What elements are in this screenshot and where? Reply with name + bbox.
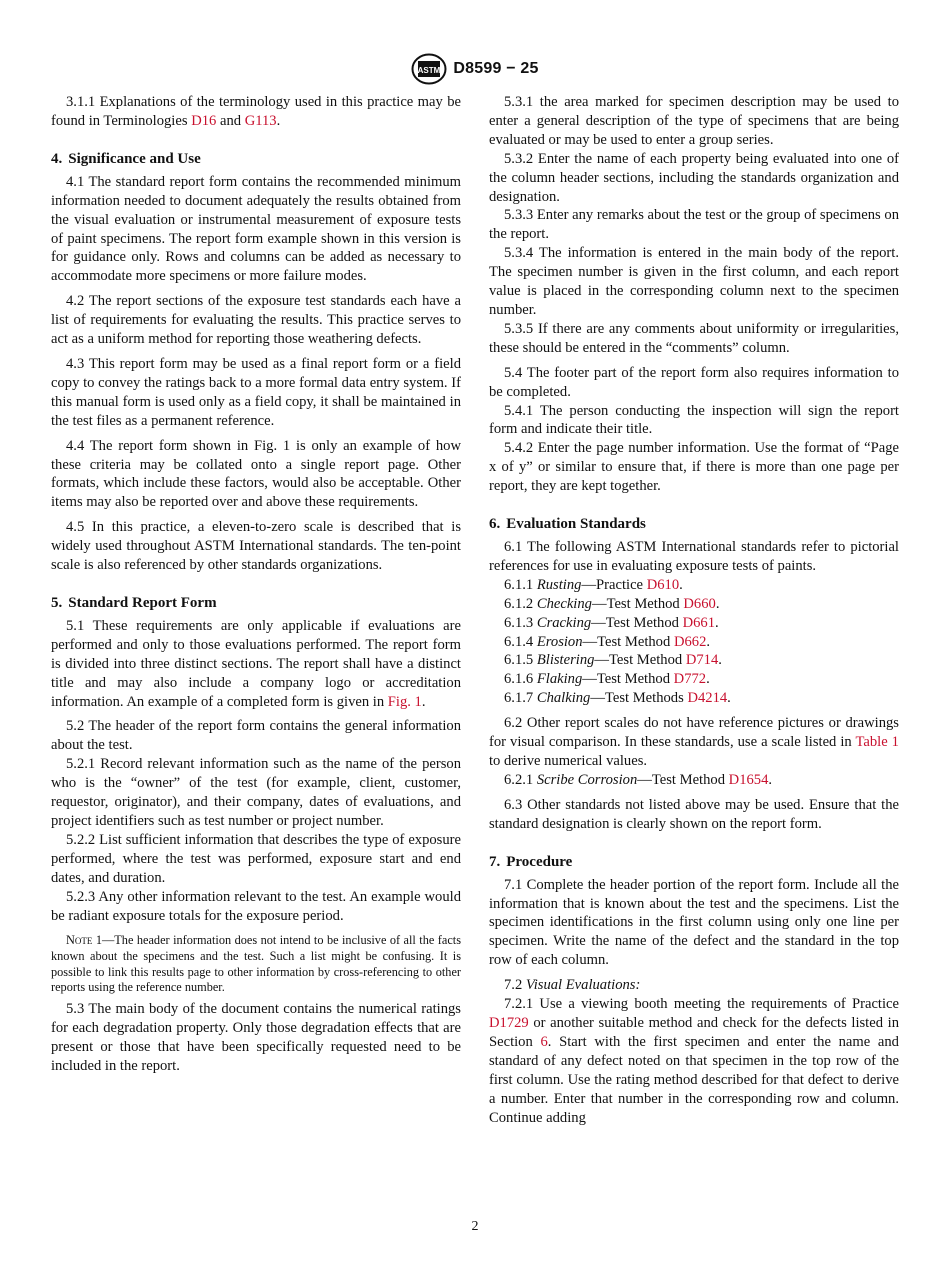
para-4-3: 4.3 This report form may be used as a final report form or a field copy to convey the ratings back to a more formal data entry system. If this manual form is used only as a field copy, it shall be maintained in the test files as a permanent reference. xyxy=(51,355,461,429)
para-6-1: 6.1 The following ASTM International standards refer to pictorial references for use in evaluating exposure tests of paints. xyxy=(489,539,899,574)
section-7-heading: 7. Procedure xyxy=(489,853,573,870)
para-7-2: 7.2 Visual Evaluations: xyxy=(504,977,641,994)
ref-fig-1-link[interactable]: Fig. 1 xyxy=(387,693,422,710)
note-1: Note 1—The header information does not intend to be inclusive of all the facts known about the specimens and the test. Such a list might be confusing. It is possible to link this results page to other information by cross-referencing to other reports using the reference number. xyxy=(51,933,461,995)
svg-text:ASTM: ASTM xyxy=(418,66,441,75)
para-6-2-1: 6.2.1 Scribe Corrosion—Test Method D1654. xyxy=(504,771,773,788)
list-item: 6.1.1 Rusting—Practice D610. xyxy=(504,576,683,593)
ref-g113-link[interactable]: G113 xyxy=(244,112,277,129)
para-4-4: 4.4 The report form shown in Fig. 1 is only an example of how these criteria may be collated onto a single report page. Other formats, which include these factors, would also be acceptable. Other items may also be reported over and above these requirements. xyxy=(51,437,461,511)
ref-section-6-link[interactable]: 6 xyxy=(540,1033,548,1050)
ref-d4214-link[interactable]: D4214 xyxy=(687,690,728,707)
para-5-2-2: 5.2.2 List sufficient information that describes the type of exposure performed, where the test was performed, exposure start and end dates, and duration. xyxy=(51,831,461,886)
para-3-1-1: 3.1.1 Explanations of the terminology used in this practice may be found in Terminologies D16 and G113. xyxy=(51,94,461,129)
ref-d662-link[interactable]: D662 xyxy=(673,633,707,650)
ref-table-1-link[interactable]: Table 1 xyxy=(855,734,899,751)
ref-d1654-link[interactable]: D1654 xyxy=(728,771,769,788)
right-column xyxy=(489,93,899,1127)
standards-list xyxy=(489,576,899,708)
para-5-2-3: 5.2.3 Any other information relevant to the test. An example would be radiant exposure totals for the exposure period. xyxy=(51,888,461,924)
para-7-2-1: 7.2.1 Use a viewing booth meeting the requirements of Practice D1729 or another suitable method and check for the defects listed in Section 6. Start with the first specimen and enter the name and standard of any defect noted on that specimen in the top row of the first column. Use the rating method described for that defect to derive a number. Enter that number in the corresponding row and column. Continue adding xyxy=(489,996,899,1126)
left-column xyxy=(51,93,461,1075)
ref-d714-link[interactable]: D714 xyxy=(685,652,719,669)
document-id: D8599 − 25 xyxy=(453,60,539,77)
para-5-3-5: 5.3.5 If there are any comments about uniformity or irregularities, these should be entered in the “comments” column. xyxy=(489,320,899,356)
list-item: 6.1.4 Erosion—Test Method D662. xyxy=(504,633,711,650)
section-6-heading: 6. Evaluation Standards xyxy=(489,516,646,533)
page-header xyxy=(0,52,950,86)
ref-d772-link[interactable]: D772 xyxy=(673,671,707,688)
para-5-3-2: 5.3.2 Enter the name of each property being evaluated into one of the column header sections, including the standards organization and designation. xyxy=(489,150,899,205)
para-5-3-1: 5.3.1 the area marked for specimen description may be used to enter a general description of the type of specimens that are being evaluated or may be used to enter a group series. xyxy=(489,94,899,148)
para-5-4: 5.4 The footer part of the report form also requires information to be completed. xyxy=(489,364,899,400)
para-7-1: 7.1 Complete the header portion of the report form. Include all the information that is known about the test and the specimens. List the specimen identifications in the first column using only one line per specimen. Write the name of the defect and the standard in the top row of each column. xyxy=(489,876,899,969)
para-5-3-4: 5.3.4 The information is entered in the main body of the report. The specimen number is given in the first column, and each report value is placed in the corresponding column next to the specimen number. xyxy=(489,245,899,318)
para-4-1: 4.1 The standard report form contains the recommended minimum information needed to document adequately the results obtained from the visual evaluation or instrumental measurement of exposure tests of paint specimens. The report form example shown in this version is for guidance only. Rows and columns can be added as necessary to accommodate more specimens or more failure modes. xyxy=(51,173,461,285)
para-6-2: 6.2 Other report scales do not have reference pictures or drawings for visual comparison. In these standards, use a scale listed in Table 1 to derive numerical values. xyxy=(489,715,899,769)
ref-d661-link[interactable]: D661 xyxy=(682,614,716,631)
para-5-2: 5.2 The header of the report form contains the general information about the test. xyxy=(51,718,461,754)
para-5-4-2: 5.4.2 Enter the page number information. Use the format of “Page x of y” or similar to ensure that, if there is more than one page per report, they are kept together. xyxy=(489,440,899,495)
para-5-4-1: 5.4.1 The person conducting the inspection will sign the report form and indicate their title. xyxy=(489,402,899,438)
para-6-3: 6.3 Other standards not listed above may be used. Ensure that the standard designation is clearly shown on the report form. xyxy=(489,796,899,832)
list-item: 6.1.6 Flaking—Test Method D772. xyxy=(504,671,710,688)
para-5-3: 5.3 The main body of the document contains the numerical ratings for each degradation property. Only those degradation effects that are present or those that have been specifically requested need to be included in the report. xyxy=(51,1000,461,1074)
list-item: 6.1.7 Chalking—Test Methods D4214. xyxy=(504,690,731,707)
list-item: 6.1.2 Checking—Test Method D660. xyxy=(504,595,720,612)
astm-logo-icon xyxy=(411,53,447,85)
ref-d16-link[interactable]: D16 xyxy=(191,112,217,129)
section-5-heading: 5. Standard Report Form xyxy=(51,594,217,611)
para-5-3-3: 5.3.3 Enter any remarks about the test or the group of specimens on the report. xyxy=(489,207,899,243)
para-5-2-1: 5.2.1 Record relevant information such as the name of the person who is the “owner” of the test (for example, client, customer, requestor, originator), and their company, dates of evaluations, and project identifiers such as test number or project number. xyxy=(51,756,461,829)
section-4-heading: 4. Significance and Use xyxy=(51,150,201,167)
para-5-1: 5.1 These requirements are only applicable if evaluations are performed and only to those evaluations performed. The report form is divided into three distinct sections. The report shall have a distinct title and may also include a company logo or accreditation information. An example of a completed form is given in Fig. 1. xyxy=(51,617,461,710)
ref-d610-link[interactable]: D610 xyxy=(646,576,680,593)
para-4-2: 4.2 The report sections of the exposure test standards each have a list of requirements for evaluating the results. This practice serves to act as a uniform method for reporting those weathering defects. xyxy=(51,293,461,348)
ref-d1729-link[interactable]: D1729 xyxy=(489,1014,529,1031)
page-number: 2 xyxy=(471,1219,479,1234)
list-item: 6.1.5 Blistering—Test Method D714. xyxy=(504,652,722,669)
list-item: 6.1.3 Cracking—Test Method D661. xyxy=(504,614,719,631)
ref-d660-link[interactable]: D660 xyxy=(683,595,716,612)
para-4-5: 4.5 In this practice, a eleven-to-zero scale is described that is widely used throughout ASTM International standards. The ten-point scale is also referenced by other standards organizations. xyxy=(51,519,461,574)
